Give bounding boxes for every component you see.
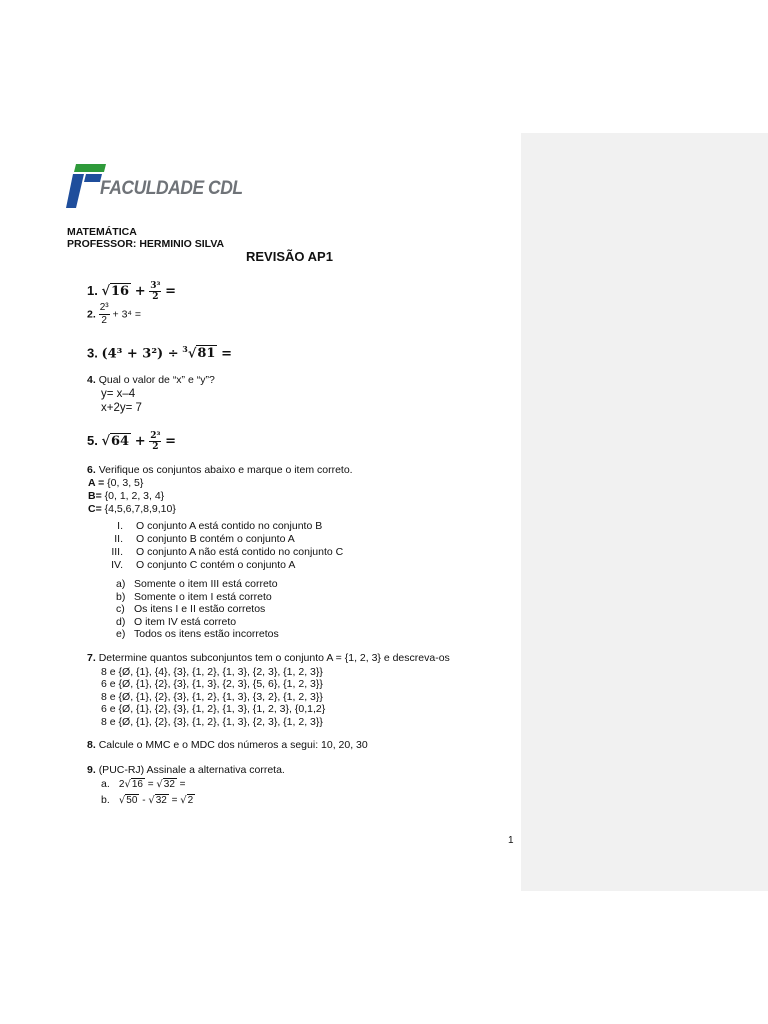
option-letter: a) xyxy=(116,578,126,590)
sqrt-symbol: √ xyxy=(118,795,126,806)
set-value: {4,5,6,7,8,9,10} xyxy=(101,503,176,515)
logo-text: FACULDADE CDL xyxy=(100,178,243,199)
minus-sign: - xyxy=(139,795,149,806)
question-number: 6. xyxy=(87,464,96,476)
question-4 xyxy=(87,374,215,386)
fraction-denominator: 2 xyxy=(152,292,159,302)
option-letter: a. xyxy=(101,778,110,790)
item-text: O conjunto C contém o conjunto A xyxy=(136,559,296,571)
equals-sign: = xyxy=(221,346,232,362)
fraction-denominator: 2 xyxy=(101,315,107,326)
radicand: 50 xyxy=(126,795,138,806)
subset-option: 8 e {Ø, {1}, {2}, {3}, {1, 2}, {1, 3}, {2, 3}, {1, 2, 3}} xyxy=(101,716,323,728)
question-text: Qual o valor de “x” e “y”? xyxy=(98,374,215,386)
question-7 xyxy=(87,652,450,664)
set-label: A = xyxy=(88,477,105,489)
question-number: 9. xyxy=(87,764,96,776)
equation-2: x+2y= 7 xyxy=(101,402,142,414)
coefficient: 2 xyxy=(118,779,125,790)
plus-sign: + xyxy=(134,433,146,449)
equals-sign: = xyxy=(165,433,177,449)
expression: (4³ + 3²) ÷ xyxy=(101,346,179,362)
expression-rest: + 3⁴ = xyxy=(112,308,141,321)
question-text: Determine quantos subconjuntos tem o conjunto A = {1, 2, 3} e descreva-os xyxy=(98,652,450,664)
option-text: Todos os itens estão incorretos xyxy=(134,628,279,640)
set-value: {0, 3, 5} xyxy=(104,477,144,489)
subset-option: 6 e {Ø, {1}, {2}, {3}, {1, 2}, {1, 3}, {1, 2, 3}, {0,1,2} xyxy=(101,703,326,715)
question-text: Verifique os conjuntos abaixo e marque o item correto. xyxy=(98,464,353,476)
question-number: 1. xyxy=(87,282,98,298)
fraction-denominator: 2 xyxy=(152,442,159,452)
radicand: 32 xyxy=(163,779,175,790)
question-number: 8. xyxy=(87,739,96,751)
answer-option xyxy=(116,578,278,590)
option-letter: d) xyxy=(116,616,126,628)
professor-label: PROFESSOR: HERMINIO SILVA xyxy=(67,238,225,250)
radicand: 16 xyxy=(131,779,143,790)
plus-sign: + xyxy=(134,283,146,299)
sqrt-symbol: √ xyxy=(101,433,111,449)
radicand: 16 xyxy=(111,283,130,299)
answer-option xyxy=(116,616,236,628)
question-3 xyxy=(87,344,232,361)
set-b xyxy=(88,490,164,502)
fraction xyxy=(149,431,161,452)
question-number: 4. xyxy=(87,374,96,386)
subset-option: 8 e {Ø, {1}, {4}, {3}, {1, 2}, {1, 3}, {2, 3}, {1, 2, 3}} xyxy=(101,666,323,678)
option-b xyxy=(101,794,195,806)
option-letter: e) xyxy=(116,628,126,640)
item-text: O conjunto A não está contido no conjunto C xyxy=(136,546,344,558)
item-number: IV. xyxy=(111,559,123,571)
item-text: O conjunto A está contido no conjunto B xyxy=(136,520,323,532)
equals-sign: = xyxy=(165,283,177,299)
fraction-numerator: 2³ xyxy=(99,302,109,313)
statement-item xyxy=(103,533,295,545)
item-text: O conjunto B contém o conjunto A xyxy=(136,533,295,545)
option-text: Somente o item I está correto xyxy=(134,591,272,603)
subset-option: 8 e {Ø, {1}, {2}, {3}, {1, 2}, {1, 3}, {3, 2}, {1, 2, 3}} xyxy=(101,691,323,703)
option-text: Os itens I e II estão corretos xyxy=(134,603,266,615)
fraction xyxy=(99,302,110,327)
equals-sign: = xyxy=(144,779,157,790)
equals-sign: = xyxy=(176,779,186,790)
question-8 xyxy=(87,739,368,751)
option-text: O item IV está correto xyxy=(134,616,237,628)
sqrt-symbol: √ xyxy=(101,283,111,299)
root-index: 3 xyxy=(182,344,188,354)
option-text: Somente o item III está correto xyxy=(134,578,278,590)
question-6 xyxy=(87,464,353,476)
radicand: 81 xyxy=(197,346,216,362)
statement-item xyxy=(103,520,322,532)
equals-sign: = xyxy=(168,795,181,806)
answer-option xyxy=(116,603,265,615)
question-1 xyxy=(87,281,176,302)
question-number: 7. xyxy=(87,652,96,664)
question-9 xyxy=(87,764,285,776)
statement-item xyxy=(103,546,343,558)
set-label: C= xyxy=(88,503,102,515)
item-number: III. xyxy=(111,546,123,558)
question-text: (PUC-RJ) Assinale a alternativa correta. xyxy=(98,764,285,776)
equation-1: y= x–4 xyxy=(101,388,136,400)
fraction-numerator: 3³ xyxy=(150,281,161,291)
radicand: 32 xyxy=(155,795,167,806)
option-letter: c) xyxy=(116,603,125,615)
item-number: I. xyxy=(117,520,123,532)
cube-root-symbol: √ xyxy=(187,346,197,362)
question-number: 5. xyxy=(87,432,98,448)
radicand: 64 xyxy=(111,433,130,449)
answer-option xyxy=(116,628,279,640)
question-2 xyxy=(87,302,141,327)
comment-sidebar xyxy=(521,133,768,891)
option-a xyxy=(101,778,186,790)
subset-option: 6 e {Ø, {1}, {2}, {3}, {1, 3}, {2, 3}, {5, 6}, {1, 2, 3}} xyxy=(101,678,323,690)
option-letter: b) xyxy=(116,591,126,603)
radicand: 2 xyxy=(187,795,194,806)
sqrt-symbol: √ xyxy=(124,779,131,790)
question-5 xyxy=(87,431,176,452)
question-text: Calcule o MMC e o MDC dos números a segui: 10, 20, 30 xyxy=(98,739,368,751)
subject-label: MATEMÁTICA xyxy=(67,226,137,238)
page-title: REVISÃO AP1 xyxy=(246,249,333,264)
sqrt-symbol: √ xyxy=(148,795,155,806)
set-c xyxy=(88,503,176,515)
set-value: {0, 1, 2, 3, 4} xyxy=(101,490,165,502)
set-label: B= xyxy=(88,490,102,502)
sqrt-symbol: √ xyxy=(180,795,187,806)
page-number: 1 xyxy=(508,835,514,846)
question-number: 2. xyxy=(87,308,96,321)
fraction-numerator: 2³ xyxy=(150,431,161,441)
statement-item xyxy=(103,559,295,571)
option-letter: b. xyxy=(101,794,110,806)
sqrt-symbol: √ xyxy=(156,779,163,790)
set-a xyxy=(88,477,143,489)
answer-option xyxy=(116,591,272,603)
item-number: II. xyxy=(114,533,123,545)
fraction xyxy=(149,281,161,302)
question-number: 3. xyxy=(87,345,98,361)
